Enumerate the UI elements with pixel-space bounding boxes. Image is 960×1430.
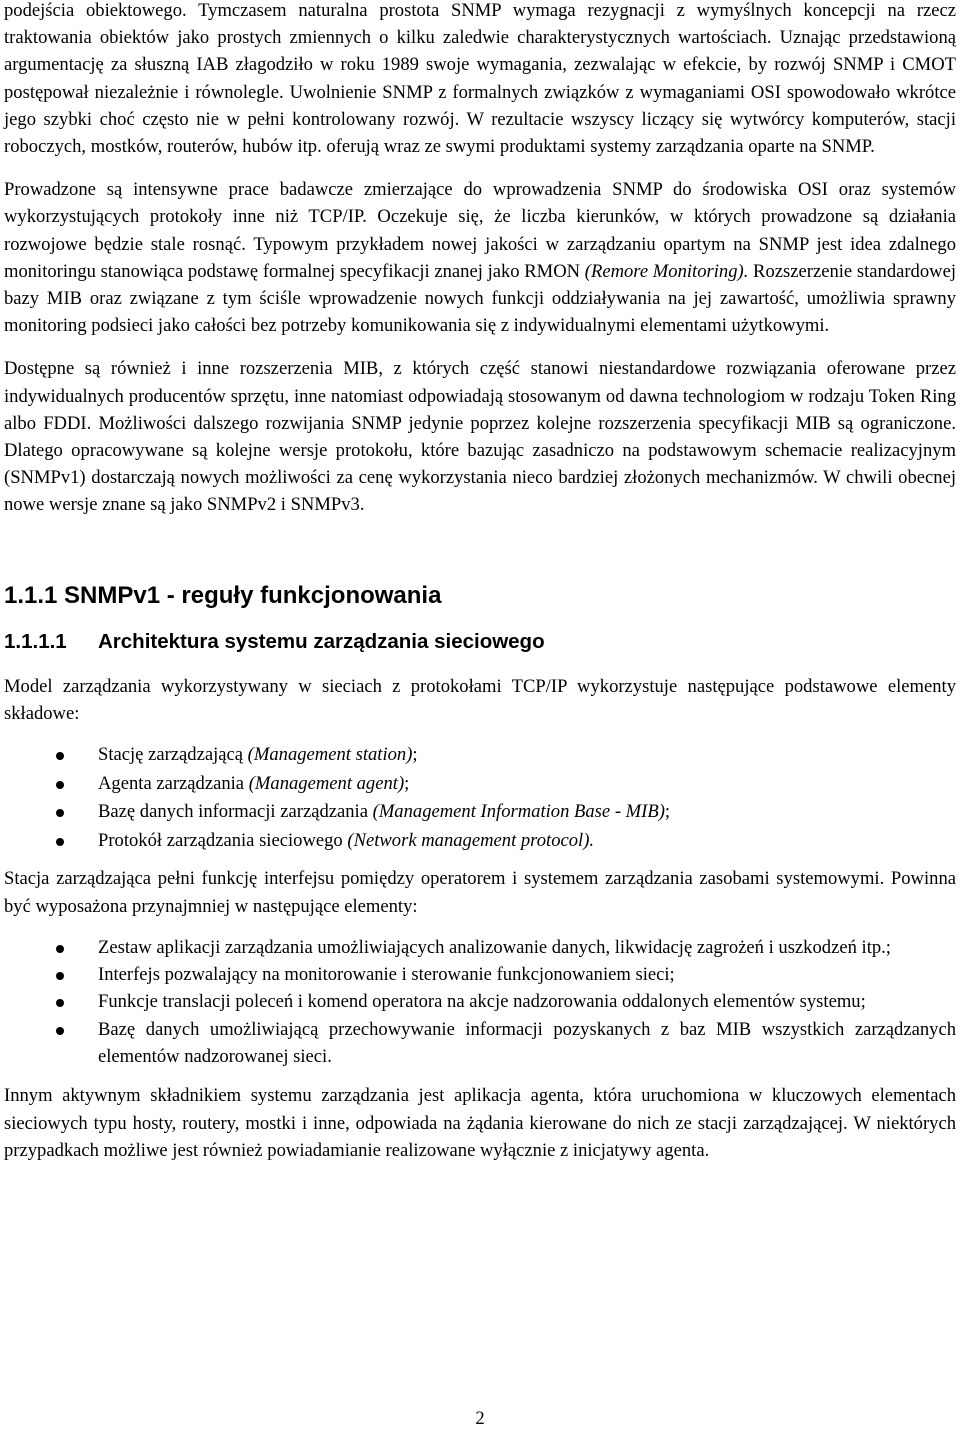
list-item [4,770,956,799]
components-list [4,741,956,855]
subsection-heading [4,629,956,655]
subsection-number: 1.1.1.1 [4,629,67,653]
list-item-tail: ; [412,744,418,766]
station-elements-list [4,934,956,1070]
paragraph-mib-extensions: Dostępne są również i inne rozszerzenia MIB, z których część stanowi niestandardowe rozwiązania oferowane przez indywidualnych producentów sprzętu, inne natomiast odpowiadają stosowanym od dawna technologiom w rodzaju Token Ring albo FDDI. Możliwości dalszego rozwijania SNMP jedynie poprzez kolejne rozszerzenia specyfikacji MIB są ograniczone. Dlatego opracowywane są kolejne wersje protokołu, które bazując zasadniczo na podstawowym schemacie realizacyjnym (SNMPv1) dostarczają nowych możliwości za cenę wykorzystania nieco bardziej złożonych mechanizmów. W chwili obecnej nowe wersje znane są jako SNMPv2 i SNMPv3. [4,358,956,516]
rmon-term: (Remore Monitoring). [584,260,749,282]
list-item: Zestaw aplikacji zarządzania umożliwiających analizowanie danych, likwidację zagrożeń i uszkodzeń itp.; [4,934,956,961]
list-item-term: (Management agent) [248,772,405,794]
list-item-text: Stację zarządzającą [98,744,248,766]
list-item-tail: ; [404,772,410,794]
list-item [4,827,956,856]
list-item: Bazę danych umożliwiającą przechowywanie informacji pozyskanych z baz MIB wszystkich zarządzanych elementów nadzorowanej sieci. [4,1016,956,1071]
subsection-title: Architektura systemu zarządzania sieciowego [98,629,545,653]
list-item: Interfejs pozwalający na monitorowanie i sterowanie funkcjonowaniem sieci; [4,961,956,988]
list-item-tail: ; [664,801,671,823]
list-item [4,741,956,770]
section-heading: 1.1.1 SNMPv1 - reguły funkcjonowania [4,581,442,609]
list-item: Funkcje translacji poleceń i komend operatora na akcje nadzorowania oddalonych elementów systemu; [4,988,956,1015]
paragraph-research-text-2: Rozszerzenie standardowej bazy MIB oraz związane z tym ściśle wprowadzenie nowych funkcji oddziaływania na jej zawartość, umożliwia sprawny monitoring podsieci jako całości bez potrzeby komunikowania się z indywidualnymi elementami użytkowymi. [4,260,956,337]
list-item-text: Bazę danych informacji zarządzania [98,801,373,823]
paragraph-agent: Innym aktywnym składnikiem systemu zarządzania jest aplikacja agenta, która uruchomiona w kluczowych elementach sieciowych typu hosty, routery, mostki i inne, odpowiada na żądania kierowane do nich ze stacji zarządzającej. W niektórych przypadkach możliwe jest również powiadamianie realizowane wyłącznie z inicjatywy agenta. [4,1085,956,1161]
page-number: 2 [475,1408,485,1429]
document-page [4,0,956,1164]
paragraph-management-station: Stacja zarządzająca pełni funkcję interfejsu pomiędzy operatorem i systemem zarządzania zasobami systemowymi. Powinna być wyposażona przynajmniej w następujące elementy: [4,868,956,917]
list-item-term: (Network management protocol). [347,829,595,851]
list-item-term: (Management Information Base - MIB) [372,801,665,823]
paragraph-research-text-1: Prowadzone są intensywne prace badawcze zmierzające do wprowadzenia SNMP do środowiska OSI oraz systemów wykorzystujących protokoły inne niż TCP/IP. Oczekuje się, że liczba kierunków, w których prowadzone są działania rozwojowe będzie stale rosnąć. Typowym przykładem nowej jakości w zarządzaniu opartym na SNMP jest idea zdalnego monitoringu stanowiąca podstawę formalnej specyfikacji znanej jako RMON [4,179,956,282]
paragraph-research [4,176,956,339]
list-item-text: Protokół zarządzania sieciowego [98,829,348,851]
list-item [4,798,956,827]
paragraph-snmp-development: podejścia obiektowego. Tymczasem naturalna prostota SNMP wymaga rezygnacji z wymyślnych koncepcji na rzecz traktowania obiektów jako prostych zmiennych o kilku zaledwie charakterystycznych wartościach. Uznając przedstawioną argumentację za słuszną IAB złagodziło w roku 1989 swoje wymagania, zezwalając w efekcie, by rozwój SNMP i CMOT postępował niezależnie i równolegle. Uwolnienie SNMP z formalnych związków z wymaganiami OSI spowodowało wkrótce jego szybki choć często nie w pełni kontrolowany rozwój. W rezultacie wszyscy liczący się wytwórcy komputerów, stacji roboczych, mostków, routerów, hubów itp. oferują wraz ze swymi produktami systemy zarządzania oparte na SNMP. [4,0,956,158]
paragraph-model-intro: Model zarządzania wykorzystywany w sieciach z protokołami TCP/IP wykorzystuje następujące podstawowe elementy składowe: [4,675,956,724]
list-item-text: Agenta zarządzania [98,772,249,794]
list-item-term: (Management station) [247,744,413,766]
